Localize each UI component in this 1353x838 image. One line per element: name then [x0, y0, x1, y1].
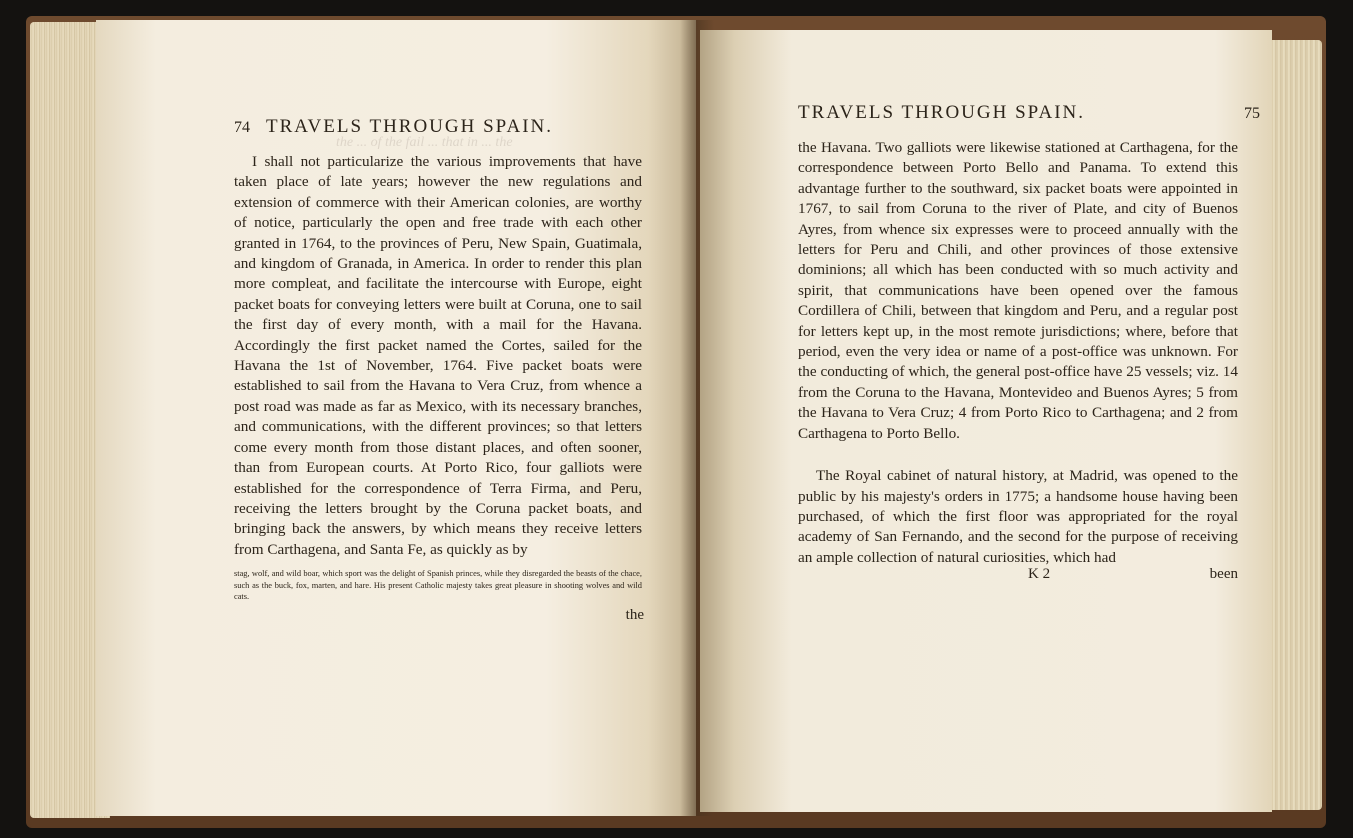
right-page: [700, 30, 1272, 812]
left-footnote: stag, wolf, and wild boar, which sport was the delight of Spanish princes, while they disregarded the beasts of the chace, such as the buck, fox, marten, and hare. His present Catholic majesty takes great pleasure in shooting wolves and wild cats.: [234, 569, 642, 602]
left-page: [96, 20, 696, 816]
left-catchword-line: [234, 607, 644, 624]
left-body-text: I shall not particularize the various improvements that have taken place of late years; however the new regulations and extension of commerce with their American colonies, are worthy of notice, particularly the open and free trade with each other granted in 1764, to the provinces of Peru, New Spain, Guatimala, and kingdom of Granada, in America. In order to render this plan more compleat, and facilitate the intercourse with Europe, eight packet boats for conveying letters were built at Coruna, one to sail the first day of every month, with a mail for the Havana. Accordingly the first packet named the Cortes, sailed for the Havana the 1st of November, 1764. Five packet boats were established to sail from the Havana to Vera Cruz, from whence a post road was made as far as Mexico, with its necessary branches, and communications, with the different provinces; so that letters come every month from those distant places, and often sooner, than from European courts. At Porto Rico, four galliots were established for the correspondence of Terra Firma, and Peru, receiving the letters brought by the Coruna packet boats, and bringing back the answers, by which means they receive letters from Carthagena, and Santa Fe, as quickly as by: [234, 153, 642, 558]
signature-mark: K 2: [1028, 566, 1051, 583]
right-paragraph-2: The Royal cabinet of natural history, at Madrid, was opened to the public by his majesty's orders in 1775; a handsome house having been purchased, of which the first floor was appropriated for the royal academy of San Fernando, and the second for the purpose of receiving an ample collection of natural curiosities, which had: [798, 467, 1238, 566]
right-running-head: [798, 102, 1260, 138]
left-head-title: TRAVELS THROUGH SPAIN.: [266, 116, 554, 137]
left-page-number: 74: [234, 119, 250, 136]
right-head-title: TRAVELS THROUGH SPAIN.: [798, 102, 1086, 123]
right-paragraph-1: the Havana. Two galliots were likewise stationed at Carthagena, for the correspondence between Porto Bello and Panama. To extend this advantage further to the southward, six packet boats were appointed in 1767, to sail from Coruna to the river of Plate, and city of Buenos Ayres, from whence six expresses were to proceed annually with the letters for Peru and Chili, and other provinces of those extensive dominions; all which has been conducted with so much activity and spirit, that communications have been opened over the famous Cordillera of Chili, between that kingdom and Peru, and a regular post for letters kept up, in the most remote jurisdictions; where, before that period, even the very idea or name of a post-office was unknown. For the conducting of which, the general post-office have 25 vessels; viz. 14 from the Coruna to the Havana, Montevideo and Buenos Ayres; 5 from the Havana to Vera Cruz; 4 from Porto Rico to Carthagena; and 2 from Carthagena to Porto Bello.: [798, 139, 1238, 442]
right-catchword: been: [1209, 566, 1238, 583]
left-catchword: the: [625, 606, 644, 623]
right-catchword-line: [798, 566, 1238, 583]
show-through-text: the ... of the fail ... that in ... the: [336, 135, 513, 150]
right-page-number: 75: [1244, 105, 1260, 122]
